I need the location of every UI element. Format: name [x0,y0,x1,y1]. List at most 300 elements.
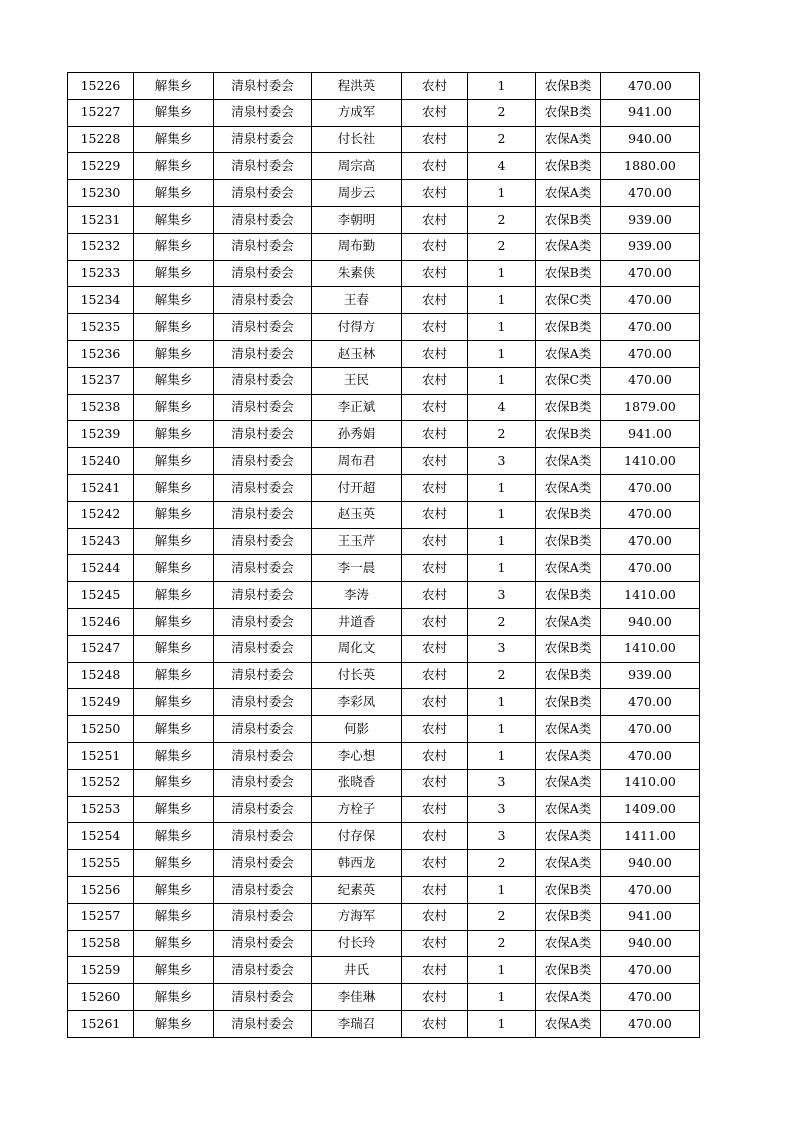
cell-household-type: 农村 [402,421,468,448]
cell-record-id: 15240 [68,448,134,475]
cell-amount: 1409.00 [601,796,700,823]
table-row [68,796,700,823]
cell-household-type: 农村 [402,582,468,609]
cell-member-count: 2 [468,126,536,153]
cell-person-name: 李佳琳 [312,984,402,1011]
cell-amount: 941.00 [601,99,700,126]
cell-record-id: 15255 [68,850,134,877]
cell-person-name: 付长英 [312,662,402,689]
cell-amount: 940.00 [601,850,700,877]
table-row [68,555,700,582]
cell-member-count: 3 [468,448,536,475]
cell-household-type: 农村 [402,608,468,635]
cell-amount: 940.00 [601,126,700,153]
cell-amount: 470.00 [601,73,700,100]
cell-township: 解集乡 [134,582,214,609]
table-row [68,903,700,930]
cell-insurance-category: 农保A类 [536,769,601,796]
table-row [68,608,700,635]
cell-insurance-category: 农保A类 [536,850,601,877]
cell-insurance-category: 农保A类 [536,448,601,475]
cell-member-count: 3 [468,823,536,850]
cell-township: 解集乡 [134,635,214,662]
cell-household-type: 农村 [402,876,468,903]
cell-household-type: 农村 [402,260,468,287]
cell-amount: 1879.00 [601,394,700,421]
cell-amount: 1411.00 [601,823,700,850]
cell-person-name: 王玉芹 [312,528,402,555]
cell-insurance-category: 农保A类 [536,742,601,769]
cell-person-name: 赵玉林 [312,340,402,367]
table-row [68,73,700,100]
cell-member-count: 1 [468,555,536,582]
cell-member-count: 3 [468,796,536,823]
cell-household-type: 农村 [402,635,468,662]
cell-township: 解集乡 [134,769,214,796]
cell-township: 解集乡 [134,448,214,475]
cell-insurance-category: 农保C类 [536,367,601,394]
cell-member-count: 2 [468,233,536,260]
cell-household-type: 农村 [402,233,468,260]
cell-household-type: 农村 [402,528,468,555]
cell-person-name: 付长玲 [312,930,402,957]
cell-record-id: 15235 [68,314,134,341]
cell-household-type: 农村 [402,180,468,207]
cell-amount: 940.00 [601,930,700,957]
cell-insurance-category: 农保B类 [536,662,601,689]
cell-person-name: 李正斌 [312,394,402,421]
cell-village-committee: 清泉村委会 [214,73,312,100]
cell-person-name: 井氏 [312,957,402,984]
cell-amount: 470.00 [601,287,700,314]
cell-township: 解集乡 [134,126,214,153]
cell-record-id: 15247 [68,635,134,662]
cell-household-type: 农村 [402,73,468,100]
table-row [68,474,700,501]
cell-household-type: 农村 [402,555,468,582]
cell-person-name: 付开超 [312,474,402,501]
cell-amount: 470.00 [601,555,700,582]
cell-township: 解集乡 [134,180,214,207]
cell-township: 解集乡 [134,716,214,743]
cell-township: 解集乡 [134,608,214,635]
cell-village-committee: 清泉村委会 [214,796,312,823]
cell-insurance-category: 农保A类 [536,823,601,850]
cell-amount: 941.00 [601,903,700,930]
cell-township: 解集乡 [134,367,214,394]
cell-amount: 1410.00 [601,635,700,662]
cell-village-committee: 清泉村委会 [214,448,312,475]
cell-record-id: 15229 [68,153,134,180]
cell-village-committee: 清泉村委会 [214,153,312,180]
cell-insurance-category: 农保B类 [536,206,601,233]
table-row [68,850,700,877]
cell-record-id: 15237 [68,367,134,394]
cell-township: 解集乡 [134,528,214,555]
cell-person-name: 李心想 [312,742,402,769]
cell-household-type: 农村 [402,742,468,769]
cell-household-type: 农村 [402,769,468,796]
cell-insurance-category: 农保A类 [536,340,601,367]
cell-member-count: 3 [468,582,536,609]
cell-village-committee: 清泉村委会 [214,233,312,260]
cell-amount: 470.00 [601,180,700,207]
cell-insurance-category: 农保A类 [536,608,601,635]
cell-township: 解集乡 [134,233,214,260]
cell-member-count: 3 [468,769,536,796]
table-row [68,528,700,555]
cell-amount: 470.00 [601,1010,700,1037]
cell-household-type: 农村 [402,340,468,367]
cell-village-committee: 清泉村委会 [214,421,312,448]
cell-member-count: 1 [468,501,536,528]
cell-township: 解集乡 [134,99,214,126]
cell-village-committee: 清泉村委会 [214,608,312,635]
cell-member-count: 2 [468,850,536,877]
cell-record-id: 15257 [68,903,134,930]
cell-household-type: 农村 [402,957,468,984]
table-row [68,957,700,984]
cell-record-id: 15248 [68,662,134,689]
cell-village-committee: 清泉村委会 [214,823,312,850]
cell-insurance-category: 农保B类 [536,73,601,100]
cell-insurance-category: 农保B类 [536,99,601,126]
cell-person-name: 朱素侠 [312,260,402,287]
cell-village-committee: 清泉村委会 [214,394,312,421]
cell-household-type: 农村 [402,287,468,314]
cell-amount: 470.00 [601,474,700,501]
cell-record-id: 15243 [68,528,134,555]
cell-household-type: 农村 [402,1010,468,1037]
cell-record-id: 15250 [68,716,134,743]
cell-amount: 1410.00 [601,582,700,609]
cell-record-id: 15238 [68,394,134,421]
cell-village-committee: 清泉村委会 [214,984,312,1011]
table-row [68,823,700,850]
cell-person-name: 周步云 [312,180,402,207]
cell-amount: 470.00 [601,367,700,394]
cell-record-id: 15251 [68,742,134,769]
cell-person-name: 王民 [312,367,402,394]
table-row [68,126,700,153]
cell-member-count: 1 [468,474,536,501]
cell-insurance-category: 农保B类 [536,314,601,341]
cell-member-count: 2 [468,608,536,635]
cell-insurance-category: 农保A类 [536,984,601,1011]
cell-insurance-category: 农保C类 [536,287,601,314]
cell-person-name: 周布君 [312,448,402,475]
cell-village-committee: 清泉村委会 [214,260,312,287]
cell-village-committee: 清泉村委会 [214,367,312,394]
cell-person-name: 付存保 [312,823,402,850]
cell-record-id: 15228 [68,126,134,153]
cell-insurance-category: 农保A类 [536,930,601,957]
cell-record-id: 15242 [68,501,134,528]
cell-person-name: 赵玉英 [312,501,402,528]
cell-village-committee: 清泉村委会 [214,930,312,957]
cell-township: 解集乡 [134,206,214,233]
cell-member-count: 1 [468,1010,536,1037]
cell-village-committee: 清泉村委会 [214,180,312,207]
cell-insurance-category: 农保B类 [536,635,601,662]
table-row [68,742,700,769]
table-row [68,689,700,716]
cell-township: 解集乡 [134,314,214,341]
cell-person-name: 张晓香 [312,769,402,796]
cell-village-committee: 清泉村委会 [214,662,312,689]
cell-member-count: 1 [468,260,536,287]
table-row [68,769,700,796]
cell-record-id: 15254 [68,823,134,850]
cell-household-type: 农村 [402,448,468,475]
cell-member-count: 1 [468,984,536,1011]
cell-amount: 470.00 [601,984,700,1011]
cell-township: 解集乡 [134,796,214,823]
cell-person-name: 李瑞召 [312,1010,402,1037]
cell-village-committee: 清泉村委会 [214,742,312,769]
table-row [68,582,700,609]
cell-member-count: 2 [468,903,536,930]
cell-village-committee: 清泉村委会 [214,582,312,609]
cell-township: 解集乡 [134,662,214,689]
cell-person-name: 周化文 [312,635,402,662]
records-table-body [68,73,700,1038]
cell-village-committee: 清泉村委会 [214,957,312,984]
cell-record-id: 15259 [68,957,134,984]
cell-member-count: 2 [468,99,536,126]
cell-record-id: 15231 [68,206,134,233]
table-row [68,635,700,662]
cell-person-name: 王春 [312,287,402,314]
cell-record-id: 15252 [68,769,134,796]
cell-township: 解集乡 [134,340,214,367]
cell-insurance-category: 农保A类 [536,180,601,207]
cell-village-committee: 清泉村委会 [214,689,312,716]
cell-person-name: 纪素英 [312,876,402,903]
cell-person-name: 何影 [312,716,402,743]
table-row [68,930,700,957]
cell-village-committee: 清泉村委会 [214,876,312,903]
cell-household-type: 农村 [402,689,468,716]
cell-insurance-category: 农保B类 [536,260,601,287]
cell-insurance-category: 农保B类 [536,689,601,716]
cell-township: 解集乡 [134,474,214,501]
cell-insurance-category: 农保B类 [536,876,601,903]
cell-member-count: 1 [468,340,536,367]
cell-township: 解集乡 [134,1010,214,1037]
cell-household-type: 农村 [402,823,468,850]
table-row [68,984,700,1011]
cell-insurance-category: 农保A类 [536,233,601,260]
cell-township: 解集乡 [134,850,214,877]
cell-village-committee: 清泉村委会 [214,126,312,153]
cell-township: 解集乡 [134,555,214,582]
cell-amount: 470.00 [601,957,700,984]
table-row [68,180,700,207]
cell-amount: 470.00 [601,689,700,716]
cell-amount: 939.00 [601,662,700,689]
cell-member-count: 2 [468,662,536,689]
table-row [68,260,700,287]
cell-insurance-category: 农保A类 [536,126,601,153]
cell-village-committee: 清泉村委会 [214,716,312,743]
cell-household-type: 农村 [402,796,468,823]
cell-amount: 470.00 [601,716,700,743]
cell-insurance-category: 农保A类 [536,555,601,582]
cell-record-id: 15258 [68,930,134,957]
table-row [68,233,700,260]
table-row [68,314,700,341]
table-row [68,448,700,475]
cell-record-id: 15232 [68,233,134,260]
cell-person-name: 李朝明 [312,206,402,233]
cell-record-id: 15241 [68,474,134,501]
cell-record-id: 15244 [68,555,134,582]
cell-insurance-category: 农保B类 [536,903,601,930]
cell-township: 解集乡 [134,153,214,180]
cell-member-count: 1 [468,876,536,903]
table-row [68,716,700,743]
cell-person-name: 方海军 [312,903,402,930]
cell-village-committee: 清泉村委会 [214,314,312,341]
cell-township: 解集乡 [134,394,214,421]
cell-person-name: 方成军 [312,99,402,126]
cell-amount: 940.00 [601,608,700,635]
cell-person-name: 井道香 [312,608,402,635]
cell-household-type: 农村 [402,126,468,153]
cell-household-type: 农村 [402,850,468,877]
cell-amount: 1410.00 [601,769,700,796]
cell-member-count: 1 [468,742,536,769]
cell-township: 解集乡 [134,957,214,984]
cell-amount: 470.00 [601,260,700,287]
table-row [68,99,700,126]
cell-person-name: 李彩凤 [312,689,402,716]
cell-person-name: 程洪英 [312,73,402,100]
cell-amount: 470.00 [601,876,700,903]
cell-record-id: 15253 [68,796,134,823]
cell-amount: 470.00 [601,314,700,341]
cell-member-count: 2 [468,930,536,957]
cell-township: 解集乡 [134,903,214,930]
cell-household-type: 农村 [402,501,468,528]
cell-member-count: 3 [468,635,536,662]
cell-member-count: 1 [468,367,536,394]
cell-insurance-category: 农保B类 [536,957,601,984]
cell-member-count: 2 [468,206,536,233]
cell-township: 解集乡 [134,876,214,903]
cell-amount: 470.00 [601,340,700,367]
table-row [68,287,700,314]
cell-record-id: 15226 [68,73,134,100]
cell-record-id: 15260 [68,984,134,1011]
cell-village-committee: 清泉村委会 [214,528,312,555]
table-row [68,1010,700,1037]
cell-insurance-category: 农保B类 [536,421,601,448]
cell-amount: 1880.00 [601,153,700,180]
cell-record-id: 15239 [68,421,134,448]
cell-insurance-category: 农保B类 [536,501,601,528]
cell-person-name: 孙秀娟 [312,421,402,448]
table-row [68,367,700,394]
cell-member-count: 1 [468,180,536,207]
cell-township: 解集乡 [134,421,214,448]
cell-insurance-category: 农保B类 [536,394,601,421]
cell-household-type: 农村 [402,474,468,501]
cell-amount: 941.00 [601,421,700,448]
cell-township: 解集乡 [134,742,214,769]
cell-member-count: 1 [468,716,536,743]
table-row [68,206,700,233]
cell-township: 解集乡 [134,984,214,1011]
cell-member-count: 1 [468,314,536,341]
table-row [68,421,700,448]
cell-village-committee: 清泉村委会 [214,474,312,501]
cell-amount: 470.00 [601,742,700,769]
cell-person-name: 韩西龙 [312,850,402,877]
table-row [68,394,700,421]
cell-person-name: 李一晨 [312,555,402,582]
cell-township: 解集乡 [134,287,214,314]
table-row [68,340,700,367]
cell-household-type: 农村 [402,716,468,743]
cell-member-count: 1 [468,957,536,984]
cell-village-committee: 清泉村委会 [214,555,312,582]
cell-amount: 470.00 [601,528,700,555]
cell-household-type: 农村 [402,153,468,180]
table-row [68,662,700,689]
cell-village-committee: 清泉村委会 [214,206,312,233]
cell-village-committee: 清泉村委会 [214,769,312,796]
cell-household-type: 农村 [402,984,468,1011]
table-row [68,876,700,903]
cell-record-id: 15246 [68,608,134,635]
cell-insurance-category: 农保B类 [536,528,601,555]
table-row [68,501,700,528]
cell-member-count: 2 [468,421,536,448]
cell-record-id: 15233 [68,260,134,287]
cell-insurance-category: 农保B类 [536,582,601,609]
table-row [68,153,700,180]
cell-member-count: 1 [468,689,536,716]
cell-village-committee: 清泉村委会 [214,501,312,528]
cell-record-id: 15249 [68,689,134,716]
cell-township: 解集乡 [134,260,214,287]
cell-amount: 470.00 [601,501,700,528]
cell-member-count: 1 [468,73,536,100]
cell-village-committee: 清泉村委会 [214,340,312,367]
cell-village-committee: 清泉村委会 [214,287,312,314]
cell-household-type: 农村 [402,930,468,957]
cell-record-id: 15236 [68,340,134,367]
cell-village-committee: 清泉村委会 [214,635,312,662]
cell-village-committee: 清泉村委会 [214,903,312,930]
cell-township: 解集乡 [134,501,214,528]
cell-member-count: 1 [468,528,536,555]
cell-insurance-category: 农保A类 [536,1010,601,1037]
cell-village-committee: 清泉村委会 [214,1010,312,1037]
cell-household-type: 农村 [402,314,468,341]
cell-person-name: 周宗高 [312,153,402,180]
cell-township: 解集乡 [134,930,214,957]
cell-record-id: 15245 [68,582,134,609]
cell-household-type: 农村 [402,367,468,394]
cell-record-id: 15234 [68,287,134,314]
cell-household-type: 农村 [402,903,468,930]
cell-record-id: 15261 [68,1010,134,1037]
cell-township: 解集乡 [134,823,214,850]
records-table [67,72,700,1038]
